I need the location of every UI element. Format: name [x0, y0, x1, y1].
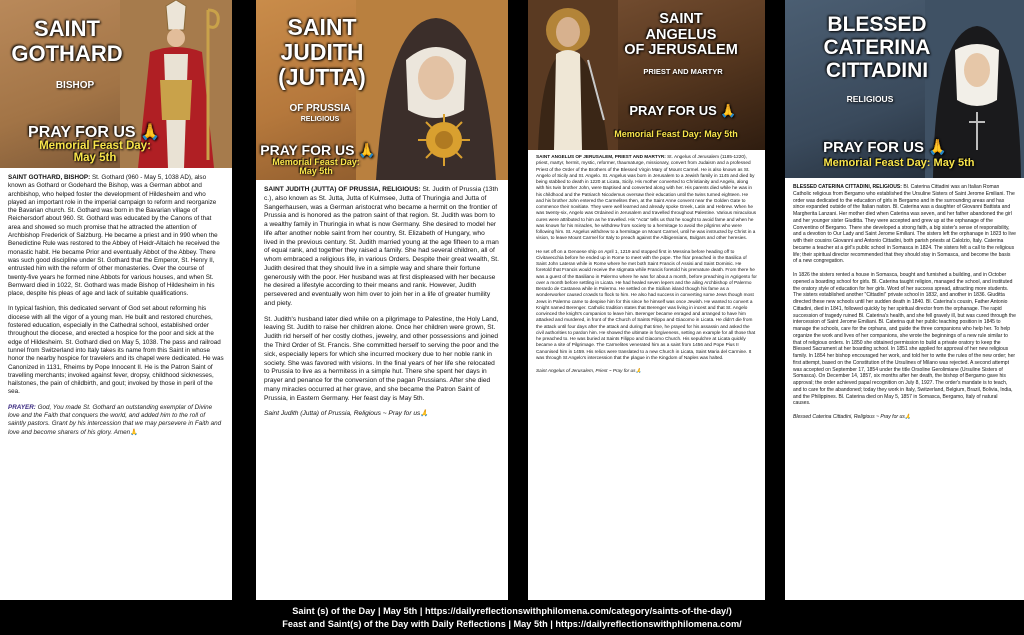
- paragraph-1: [8, 174, 224, 298]
- closing-text: Saint Judith (Jutta) of Prussia, Religious ~ Pray for us: [264, 410, 421, 418]
- title-line-3: (JUTTA): [278, 64, 366, 90]
- panel-body-text: [0, 168, 232, 437]
- closing-text: Blessed Caterina Cittadini, Religious ~ Pray for us: [793, 414, 905, 420]
- title-line-2: JUDITH: [280, 39, 364, 65]
- title-line-2: CATERINA: [823, 36, 931, 59]
- praying-hands-icon: 🙏: [720, 103, 737, 118]
- feast-label: Memorial Feast Day:: [272, 157, 360, 167]
- title-line-1: SAINT: [659, 11, 703, 27]
- paragraph-2: St. Judith's husband later died while on a pilgrimage to Palestine, the Holy Land, leaving St. Judith to raise her children alone. Once her children were grown, St. Judith rid herself of her costly clothes, jewelry, and other possessions and joined the Third Order of St. Francis. She committed herself to serving the poor and the sick, especially lepers for which she incurred mockery due to her noble rank in society. She was favored with visions. In the final years of her life she relocated to Prussia to live as a hermitess in a simple hut. There she spent her days in prayer and penance for the conversion of the pagan Prussians. After she died many miracles occurred at her grave, and she became the Patron Saint of Prussia, in Eastern Germany. Her feast day is May 5th.: [264, 315, 499, 402]
- paragraph-2: In 1826 the sisters rented a house in Somasca, bought and furnished a building, and in October opened a boarding school for girls. Bl. Caterina taught religion, managed the school, and instituted the oratory style of education for her girls. Word of her success spread, attracting more students. The sisters established another "Cittadini" private school in 1832, and another in 1836. Giuditta directed these new schools until her sudden death in 1840. Bl. Caterina's cousin, Father Antonio Cittadini, died in 1841, followed quickly by her spiritual director from the orphanage. The rapid succession of tragedy ruined Bl. Caterina's health, and she fell gravely ill, but was cured through the intercession of Saint Jerome Emiliani. Bl. Caterina quit her public teaching position in 1845 to manage the schools, care for the orphans, and guide the three companions who help her. To help organize the work and lives of her companions, she wrote the beginnings of a new rule similar to that of religious orders. In 1850 she obtained permission to build a private oratory to keep the Blessed Sacrament at her boarding school. In 1851 she applied for approval of her new religious family. In 1854 her bishop encouraged her work, and told her to write the rules of the new order; her first attempt, based on the Constitution of the Ursulines of Milano was rejected. A second attempt was accepted on September 17, 1854 under the title Orsoline Gerolimiane (Ursuline Sisters of Somasca). On December 14, 1857, six months after her death, the bishop of Bergamo gave his approval; the order achieved papal recognition on July 8, 1927. The order's mandate is to teach, and to care for the abandoned; today they work in Italy, Switzerland, Belgium, Brazil, Bolivia, India, and the Philippines. Bl. Caterina died on May 5, 1857 in Somasca, Bergamo, Italy of natural causes.: [793, 272, 1016, 407]
- panel-saint-gothard: [0, 0, 232, 600]
- title-line-1: BLESSED: [827, 13, 927, 36]
- lead-heading: SAINT ANGELUS OF JERUSALEM, PRIEST AND MARTYR:: [536, 154, 666, 159]
- paragraph-1-text: Bl. Caterina Cittadini was an Italian Roman Catholic religious from Bergamo who established the Ursuline Sisters of Saint Jerome Emiliani. The order was dedicated to the education of girls in Bergamo and in the surrounding areas and has since expanded outside of the Italian nation. Bl. Caterina was a daughter of Giovanni Battista and Margherita Lanzani. Her mother died when Caterina was seven, and her father abandoned the girl and her younger sister Giuditta. They were accepted and grew up at the orphanage of the Conventino of Bergamo. There she developed a strong faith, a big sister's sense of responsibility, and a devotion to Our Lady and Saint Jerome Emiliani. The sisters left the orphanage in 1823 to live with their cousins Giovanni and Antonio Cittadini, both parish priests at Calolzio, Italy. Caterina became a teacher at a girl's public school in Somasca in 1824. The sisters felt a call to the religious life; their spiritual director recommended that they should stay in Somasca, and become the basis of a new congregation.: [793, 184, 1016, 265]
- banner-saint-angelus: [528, 0, 765, 150]
- feast-label: Memorial Feast Day: May 5th: [614, 129, 738, 139]
- panel-title: [606, 12, 756, 58]
- pray-label: PRAY FOR US: [260, 142, 355, 158]
- pray-for-us-text: [805, 138, 965, 156]
- praying-hands-icon: 🙏: [904, 414, 912, 420]
- pray-label: PRAY FOR US: [28, 124, 136, 141]
- paragraph-1: [264, 186, 500, 309]
- panel-subtitle: [270, 103, 370, 123]
- closing-text: Saint Angelus of Jerusalem, Priest ~ Pray for us: [536, 368, 636, 373]
- memorial-feast-day: [260, 158, 372, 177]
- praying-hands-icon: 🙏: [928, 139, 947, 156]
- paragraph-1-text: St. Gothard (960 - May 5, 1038 AD), also known as Gothard or Godehard the Bishop, was a German abbot and archbishop, who helped foster the development of Hildesheim and who played an important role in the imperial campaign to reform and reorganize the Bavarian church. St. Gothard was born in the Bavarian village of Reichersdorf about 960. St. Gothard was educated by the Canons of that area and showed so much promise that he attracted the attention of Archbishop Frederick of Salzburg. He became a priest and in 990 when the Benedictine Rule was restored to the Abbey of Heidr-Altaich he received the monastic habit. He became Prior and eventually Abbot of the Abbey. There was such good discipline under St. Gothard that the Emperor, St. Henry II, entrusted him with the reform of other monasteries. Over the course of twenty-five years he formed nine Abbots for various houses, and when St. Bernward died in 1022, St. Gothard was made Bishop of Hildesheim in his place, despite his pleas of age and lack of suitable qualifications.: [8, 174, 220, 298]
- memorial-feast-day: [588, 130, 764, 139]
- prayer-lead: PRAYER:: [8, 403, 36, 411]
- feast-date: May 5th: [299, 166, 333, 177]
- lead-heading: SAINT GOTHARD, BISHOP:: [8, 174, 91, 181]
- panel-body-text: [785, 178, 1024, 421]
- title-line-3: CITTADINI: [825, 59, 929, 82]
- pray-for-us-text: [4, 122, 184, 142]
- banner-saint-gothard: [0, 0, 232, 168]
- panel-subtitle: RELIGIOUS: [846, 94, 894, 104]
- pray-label: PRAY FOR US: [823, 139, 924, 156]
- subtitle-line-1: OF PRUSSIA: [289, 103, 351, 114]
- panel-saint-angelus: [528, 0, 765, 600]
- paragraph-1-text: St. Judith of Prussia (13th c.), also known as St. Jutta, Jutta of Kulmsee, Jutta of Thuringia and Jutta of Sangerhausen, was a German aristocrat who became a hermit on the frontier of Prussia and is honored as the patron saint of that region. St. Judith was born to a wealthy family in Thuringia in what is now Germany. She desired to model her life after another noble saint from her country, St. Elizabeth of Hungary, who lived in the previous century. St. Judith married young at the age fifteen to a man of equal rank, and together they raised a family. She had several children, all of whom embraced a religious life, in various Orders. Despite their great wealth, St. Judith desired that they should live in a simple way and share their fortune generously with the poor. Her husband was at first displeased with her because he desired a lifestyle according to their means and rank. However, Judith persevered and eventually won him over to join her in a life of greater humility and piety.: [264, 186, 499, 307]
- closing-invocation: [793, 414, 1016, 421]
- panel-body-text: [256, 180, 508, 419]
- closing-invocation: [264, 410, 500, 419]
- caption-line-1: Saint (s) of the Day | May 5th | https://dailyreflectionswithphilomena.com/category/saints-of-the-day/): [292, 606, 732, 616]
- closing-invocation: [536, 368, 757, 374]
- paragraph-1-text: St. Angelus of Jerusalem (1185-1220), priest, martyr, hermit, mystic, reformer, thaumaturge, missionary, convert from Judaism and a professed Priest of the Order of the Brothers of the Blessed Virgin Mary of Mount Carmel. He is also known as St. Angelo of Sicily and St. Angelo. St. Angelus was born in Jerusalem to a Jewish family in 1145 and died by being stabbed to death in 1220 at Licata, Sicily. His mother converted to Christianity and Angelo, along with his twin brother John, were Baptised and converted along with her. His parents died while he was in his childhood and the Patriarch Nicodemus oversaw their education until the twins turned eighteen. He and his brother John entered the Carmelites then, at the Saint Anne convent near the Golden Gate to commence their novitiate. They were well learned and already spoke Greek, Latin and Hebrew. When he was twenty-six, Angelo was Ordained in Jerusalem and travelled throughout Palestine. Various miraculous cures were attributed to him as he travelled. His "Acta" tells us that he sought to avoid fame and when he was known for his miracles, he withdrew from society to a hermitage to avoid the pilgrims who were following him. St. Angelus withdrew to a hermitage on Mount Carmel, until he was instructed by Christ in a vision, to leave Mount Carmel for Italy to preach against the Albigensians, Bulgars and other heresies.: [536, 154, 757, 241]
- panel-title: [2, 18, 132, 65]
- praying-hands-icon: 🙏: [130, 428, 138, 436]
- lead-heading: BLESSED CATERINA CITTADINI, RELIGIOUS:: [793, 184, 902, 190]
- panel-title: [787, 14, 967, 81]
- friar-figure-image: [528, 0, 618, 150]
- title-line-1: SAINT: [287, 14, 357, 40]
- feast-label: Memorial Feast Day:: [39, 140, 151, 152]
- pray-for-us-text: [608, 103, 758, 119]
- panel-body-text: [528, 150, 765, 374]
- title-line-2: GOTHARD: [11, 41, 123, 66]
- paragraph-1: [536, 154, 757, 242]
- pray-label: PRAY FOR US: [629, 103, 717, 118]
- panel-saint-judith: [256, 0, 508, 600]
- subtitle-line-2: RELIGIOUS: [300, 116, 340, 123]
- caption-line-2: Feast and Saint(s) of the Day with Daily Reflections | May 5th | https://dailyreflectionswithphilomena.com/: [282, 619, 742, 629]
- title-line-1: SAINT: [34, 16, 100, 41]
- page-caption: [0, 602, 1024, 635]
- panel-subtitle: PRIEST AND MARTYR: [643, 67, 723, 76]
- paragraph-2: He set off on a Genoese ship on April 1, 1219 and stopped first in Messina before heading off to Civitavecchia before he ended up in Rome to meet with the pope. The friar preached in the Basilica of Saint John Lateran while in Rome where he met both Saint Francis of Assisi and Saint Dominic. He foretold that Francis would receive the stigmata while Francis foretold his premature death. From there he was a guest of the Basiliano in Palermo where he was for about a month, before preaching in Agrigento for over a month before settling in Licata. He had healed seven lepers and the ailing Archbishop of Palermo Berardo de Castanea while in Palermo. He settled on the Sicilian island though his fame as a wonderworker caused crowds to flock to him. He also had success in converting some Jews though most Jews in Palermo came to despise him for this since he himself was once Jewish. He wanted to convert a Knight named Berenger. Catholic tradition states that Berenger was living in incest and that St. Angelo convinced the knight's companion to leave him. Berenger became enraged and arranged to have him attacked and murdered, in front of the Church of Saints Filippo and Giacomo in Licata. He didn't die from the attack until four days after the attack and during that time, he prayed for his assassin and asked the civil authorities to pardon him. He showed the ultimate in forgiveness, setting an example for all those that he preached to. He was buried at Saints Filippo and Giacomo Church. His sepulchre at Licata quickly became a site of Pilgrimage. The Carmelites venerated him as a saint from 1456 and Pope Pius II Canonised him in 1459. His relics were translated to a new Church in Licata, Saint Maria del Carmine. It was through St Angelo's intercession that the plague in the Kingdom of Naples was halted.: [536, 248, 757, 360]
- banner-blessed-caterina: [785, 0, 1024, 178]
- feast-date: May 5th: [933, 157, 975, 169]
- feast-date: May 5th: [73, 152, 117, 165]
- feast-label: Memorial Feast Day:: [823, 157, 931, 169]
- praying-hands-icon: 🙏: [140, 124, 160, 141]
- praying-hands-icon: 🙏: [420, 410, 429, 418]
- banner-saint-judith: [256, 0, 508, 180]
- panel-title: [260, 16, 384, 89]
- prayer-text: God, You made St. Gothard an outstanding exemplar of Divine love and the Faith that conquers the world, and added him to the roll of saintly pastors. Grant by his intercession that we may persevere in Faith and love and become sharers of his glory. Amen: [8, 403, 222, 436]
- title-line-3: OF JERUSALEM: [624, 42, 738, 58]
- paragraph-2: In typical fashion, this dedicated servant of God set about reforming his diocese with all the vigor of a young man. He built and restored churches, fostered education, especially in the Cathedral school, established order throughout the diocese, and erected a hospice for the poor and sick at the edge of Hildesheim. St. Gothard died on May 5, 1038. The pass and railroad tunnel from Switzerland into Italy takes its name from this Saint in whose honor the nearby hospice for travelers and its chapel were dedicated. He was Canonized in 1131, Rheims by Pope Innocent II. He is the Patron Saint of travelling merchants; invoked against fever, dropsy, childhood sicknesses, hailstones, the pain of childbirth, and gout; invoked by those in peril of the sea.: [8, 305, 224, 396]
- prayer-paragraph: [8, 404, 224, 437]
- title-line-2: ANGELUS: [645, 26, 717, 43]
- panel-blessed-caterina: [785, 0, 1024, 600]
- paragraph-1: [793, 184, 1016, 265]
- memorial-feast-day: [799, 158, 999, 170]
- praying-hands-icon: 🙏: [635, 368, 642, 373]
- lead-heading: SAINT JUDITH (JUTTA) OF PRUSSIA, RELIGIOUS:: [264, 186, 421, 193]
- panel-subtitle: BISHOP: [55, 80, 95, 91]
- memorial-feast-day: [10, 140, 180, 164]
- praying-hands-icon: 🙏: [358, 142, 376, 158]
